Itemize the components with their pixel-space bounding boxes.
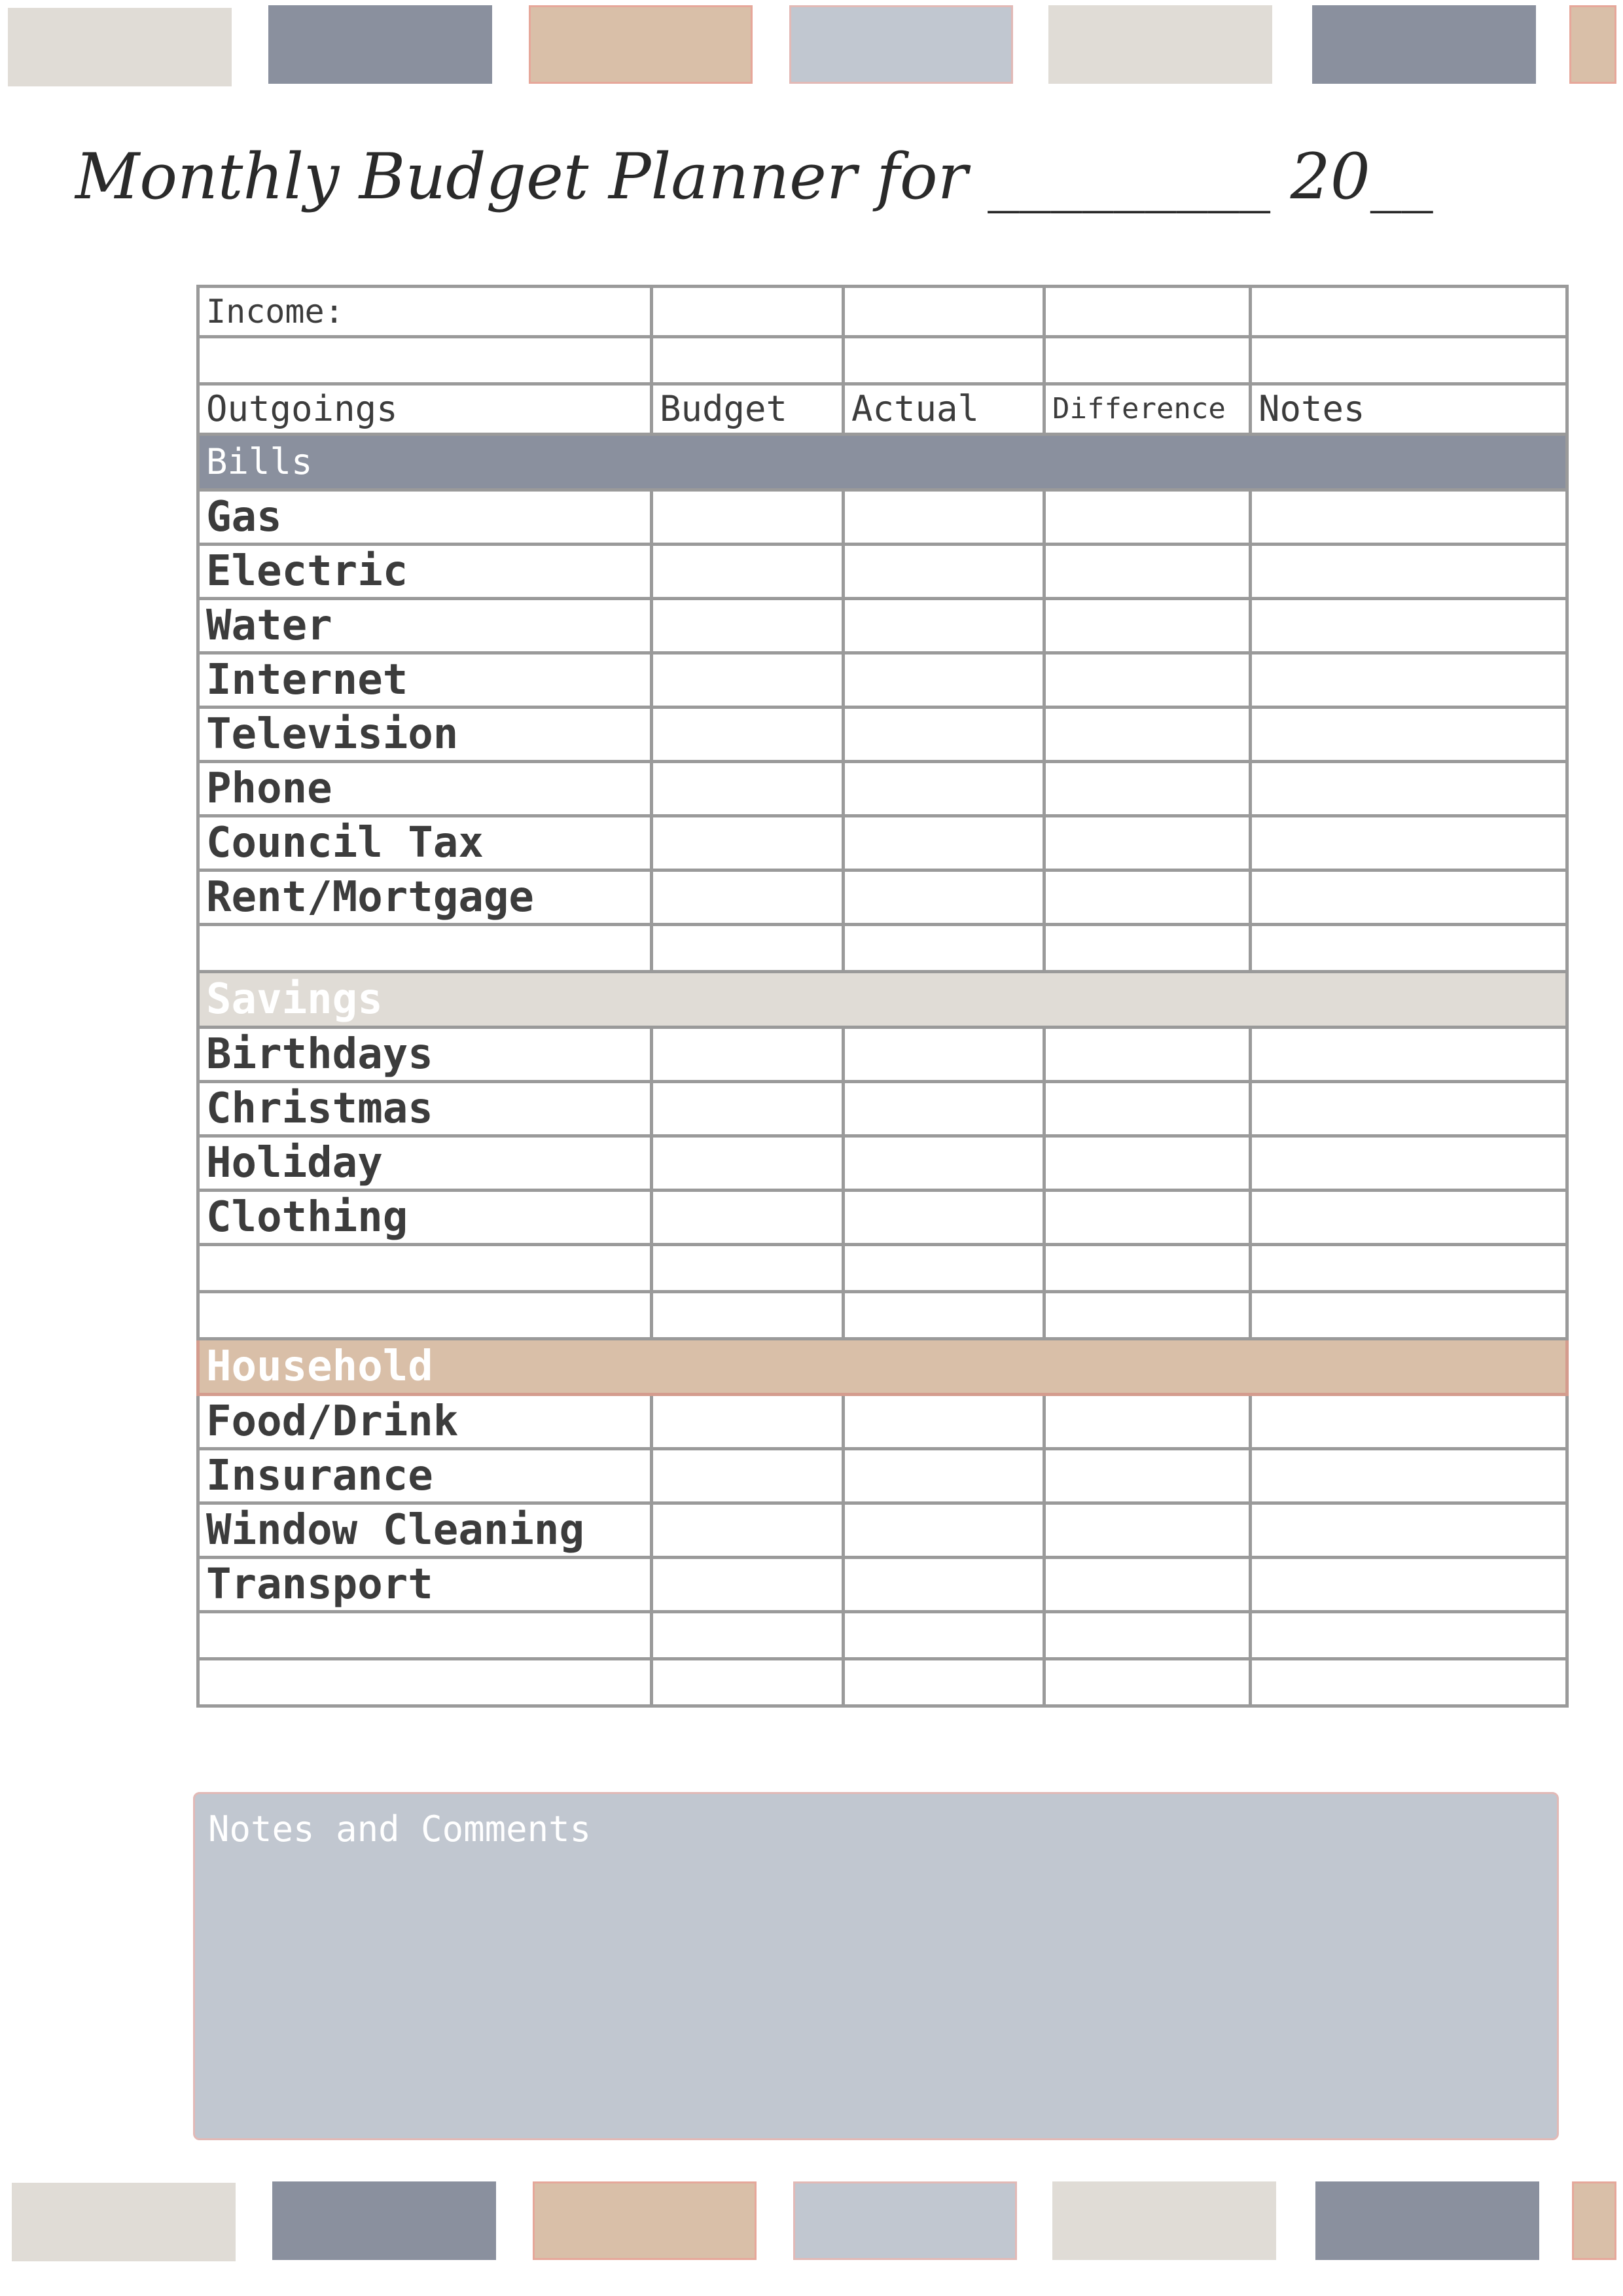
row-label-water: Water [198,599,652,653]
table-row [198,816,1567,870]
budget-cell[interactable] [652,1503,844,1558]
difference-cell[interactable] [1044,762,1251,816]
blank-cell[interactable] [652,1292,844,1339]
blank-cell[interactable] [844,1659,1044,1706]
difference-cell[interactable] [1044,1028,1251,1082]
blank-cell[interactable] [844,1245,1044,1292]
bottom-swatch-6 [1315,2181,1539,2260]
difference-cell[interactable] [1044,870,1251,925]
section-title-savings: Savings [198,972,1567,1028]
blank-cell[interactable] [1044,1245,1251,1292]
row-label-food-drink: Food/Drink [198,1395,652,1449]
difference-cell[interactable] [1044,599,1251,653]
table-row [198,1449,1567,1503]
budget-cell[interactable] [652,816,844,870]
table-row [198,653,1567,708]
table-row [198,490,1567,545]
notes-cell[interactable] [1251,490,1567,545]
difference-cell[interactable] [1044,653,1251,708]
row-label-rent-mortgage: Rent/Mortgage [198,870,652,925]
actual-cell[interactable] [844,599,1044,653]
actual-cell[interactable] [844,1028,1044,1082]
row-label-birthdays: Birthdays [198,1028,652,1082]
actual-cell[interactable] [844,816,1044,870]
row-label-holiday: Holiday [198,1136,652,1191]
blank-cell[interactable] [652,1659,844,1706]
row-label-transport: Transport [198,1558,652,1612]
budget-cell[interactable] [652,1558,844,1612]
blank-cell[interactable] [1251,1292,1567,1339]
difference-cell[interactable] [1044,1558,1251,1612]
difference-cell[interactable] [1044,1503,1251,1558]
table-row [198,1136,1567,1191]
row-label-phone: Phone [198,762,652,816]
blank-cell[interactable] [1044,337,1251,384]
blank-cell[interactable] [1044,925,1251,972]
table-row-blank [198,1612,1567,1659]
budget-table [196,285,1569,1708]
blank-cell[interactable] [652,925,844,972]
income-label: Income: [198,287,652,337]
notes-and-comments-box[interactable] [193,1792,1559,2140]
notes-cell[interactable] [1251,1503,1567,1558]
actual-cell[interactable] [844,1395,1044,1449]
row-label-gas: Gas [198,490,652,545]
row-label-clothing: Clothing [198,1191,652,1245]
budget-cell[interactable] [652,490,844,545]
blank-cell[interactable] [198,925,652,972]
blank-cell[interactable] [1251,1659,1567,1706]
notes-cell[interactable] [1251,1558,1567,1612]
header-outgoings: Outgoings [198,384,652,435]
header-difference: Difference [1044,384,1251,435]
difference-cell[interactable] [1044,1136,1251,1191]
notes-box-label: Notes and Comments [208,1808,592,1850]
table-row [198,1028,1567,1082]
difference-cell[interactable] [1044,1395,1251,1449]
header-notes: Notes [1251,384,1567,435]
income-actual-cell[interactable] [844,287,1044,337]
actual-cell[interactable] [844,870,1044,925]
budget-cell[interactable] [652,1395,844,1449]
top-swatch-6 [1312,5,1536,84]
actual-cell[interactable] [844,1191,1044,1245]
top-swatch-1 [8,8,232,86]
section-header-bills [198,435,1567,490]
income-notes-cell[interactable] [1251,287,1567,337]
notes-cell[interactable] [1251,708,1567,762]
bottom-swatch-1 [12,2183,236,2261]
table-row [198,1558,1567,1612]
actual-cell[interactable] [844,1449,1044,1503]
budget-cell[interactable] [652,1136,844,1191]
blank-cell[interactable] [198,1659,652,1706]
table-row [198,599,1567,653]
blank-cell[interactable] [652,1612,844,1659]
blank-cell[interactable] [844,1612,1044,1659]
budget-cell[interactable] [652,653,844,708]
bottom-swatch-2 [272,2181,496,2260]
notes-cell[interactable] [1251,1191,1567,1245]
notes-cell[interactable] [1251,870,1567,925]
actual-cell[interactable] [844,545,1044,599]
notes-cell[interactable] [1251,1082,1567,1136]
table-row [198,1082,1567,1136]
income-budget-cell[interactable] [652,287,844,337]
header-row [198,384,1567,435]
notes-cell[interactable] [1251,545,1567,599]
blank-cell[interactable] [1251,1612,1567,1659]
row-label-council-tax: Council Tax [198,816,652,870]
actual-cell[interactable] [844,762,1044,816]
row-label-christmas: Christmas [198,1082,652,1136]
income-row [198,287,1567,337]
row-label-television: Television [198,708,652,762]
section-header-household [198,1339,1567,1395]
bottom-swatch-4 [793,2181,1017,2260]
budget-cell[interactable] [652,762,844,816]
difference-cell[interactable] [1044,1191,1251,1245]
table-row [198,545,1567,599]
blank-cell[interactable] [1251,337,1567,384]
blank-cell[interactable] [1044,1659,1251,1706]
budget-cell[interactable] [652,599,844,653]
table-row [198,1191,1567,1245]
income-difference-cell[interactable] [1044,287,1251,337]
section-title-household: Household [198,1339,1567,1395]
blank-cell[interactable] [1044,1612,1251,1659]
blank-cell[interactable] [652,337,844,384]
difference-cell[interactable] [1044,545,1251,599]
blank-cell[interactable] [198,1245,652,1292]
bottom-swatch-3 [533,2181,757,2260]
row-label-insurance: Insurance [198,1449,652,1503]
difference-cell[interactable] [1044,490,1251,545]
top-swatch-7 [1569,5,1616,84]
table-row [198,1395,1567,1449]
budget-cell[interactable] [652,708,844,762]
blank-cell[interactable] [844,925,1044,972]
table-row-blank [198,925,1567,972]
header-budget: Budget [652,384,844,435]
actual-cell[interactable] [844,708,1044,762]
top-swatch-3 [529,5,753,84]
actual-cell[interactable] [844,490,1044,545]
difference-cell[interactable] [1044,816,1251,870]
blank-cell[interactable] [652,1245,844,1292]
budget-cell[interactable] [652,1191,844,1245]
bottom-swatch-7 [1572,2181,1616,2260]
blank-cell[interactable] [1251,925,1567,972]
section-title-bills: Bills [198,435,1567,490]
blank-cell[interactable] [844,337,1044,384]
header-actual: Actual [844,384,1044,435]
notes-cell[interactable] [1251,1395,1567,1449]
notes-cell[interactable] [1251,1028,1567,1082]
actual-cell[interactable] [844,1558,1044,1612]
table-row [198,762,1567,816]
blank-cell[interactable] [198,1292,652,1339]
notes-cell[interactable] [1251,653,1567,708]
actual-cell[interactable] [844,1136,1044,1191]
budget-cell[interactable] [652,1449,844,1503]
blank-cell[interactable] [1251,1245,1567,1292]
budget-cell[interactable] [652,1082,844,1136]
difference-cell[interactable] [1044,1082,1251,1136]
budget-cell[interactable] [652,545,844,599]
notes-cell[interactable] [1251,762,1567,816]
table-row [198,1503,1567,1558]
notes-cell[interactable] [1251,599,1567,653]
blank-cell[interactable] [198,1612,652,1659]
budget-cell[interactable] [652,1028,844,1082]
bottom-swatch-5 [1052,2181,1276,2260]
row-label-window-cleaning: Window Cleaning [198,1503,652,1558]
table-row [198,870,1567,925]
income-row-blank [198,337,1567,384]
blank-cell[interactable] [1044,1292,1251,1339]
table-row-blank [198,1292,1567,1339]
blank-cell[interactable] [198,337,652,384]
table-row-blank [198,1245,1567,1292]
actual-cell[interactable] [844,1082,1044,1136]
notes-cell[interactable] [1251,1449,1567,1503]
notes-cell[interactable] [1251,816,1567,870]
top-swatch-2 [268,5,492,84]
difference-cell[interactable] [1044,1449,1251,1503]
budget-cell[interactable] [652,870,844,925]
top-swatch-4 [789,5,1013,84]
notes-cell[interactable] [1251,1136,1567,1191]
actual-cell[interactable] [844,653,1044,708]
blank-cell[interactable] [844,1292,1044,1339]
difference-cell[interactable] [1044,708,1251,762]
table-row-blank [198,1659,1567,1706]
page-title: Monthly Budget Planner for _________ 20__ [75,140,1433,213]
top-swatch-5 [1048,5,1272,84]
section-header-savings [198,972,1567,1028]
row-label-internet: Internet [198,653,652,708]
row-label-electric: Electric [198,545,652,599]
table-row [198,708,1567,762]
actual-cell[interactable] [844,1503,1044,1558]
